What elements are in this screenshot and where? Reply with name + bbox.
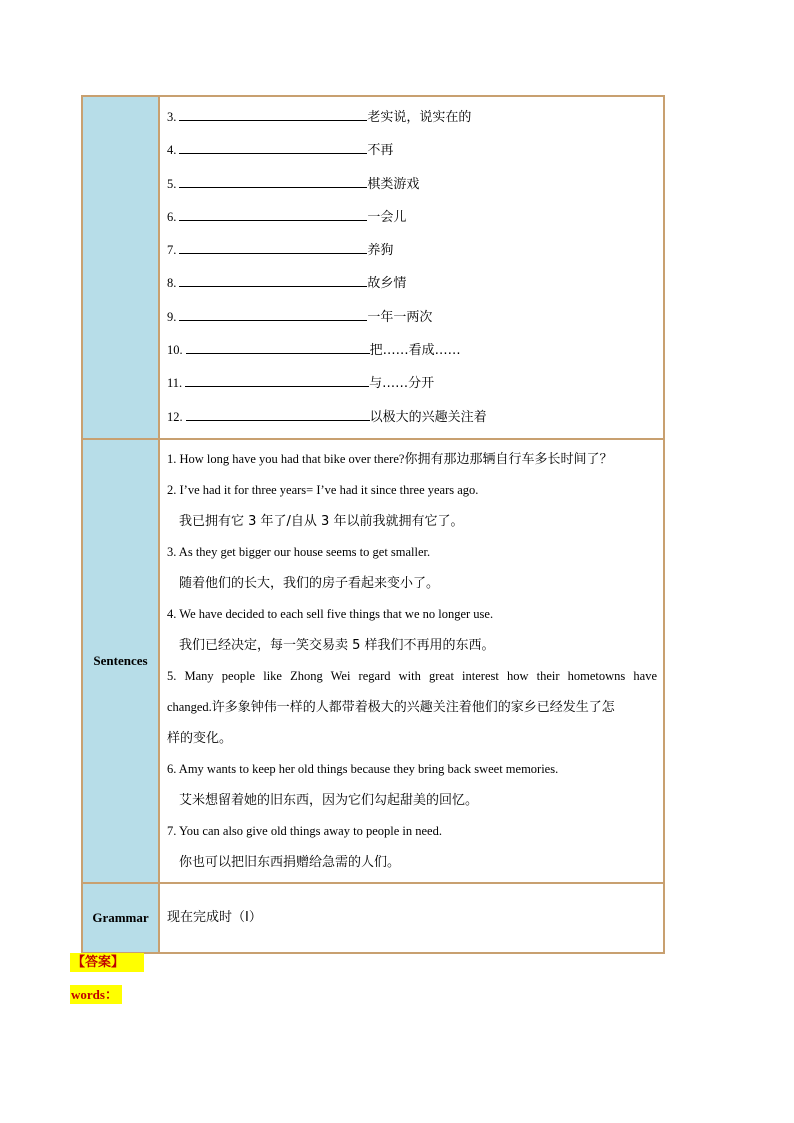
word-item: 3. 老实说，说实在的 — [167, 110, 472, 125]
word-item: 9. 一年一两次 — [167, 309, 433, 325]
sentence-5-cont: changed.许多象钟伟一样的人都带着极大的兴趣关注着他们的家乡已经发生了怎 — [167, 699, 615, 715]
answer-blank[interactable] — [185, 385, 369, 387]
word-item: 4. 不再 — [167, 143, 394, 159]
answer-blank[interactable] — [186, 352, 370, 354]
sentence-3-zh: 随着他们的长大，我们的房子看起来变小了。 — [179, 575, 440, 591]
sentence-2-en: 2. I’ve had it for three years= I’ve had it since three years ago. — [167, 482, 479, 497]
sentence-7-en: 7. You can also give old things away to people in need. — [167, 823, 442, 838]
sentence-6-zh: 艾米想留着她的旧东西，因为它们勾起甜美的回忆。 — [179, 792, 479, 808]
answer-blank[interactable] — [179, 119, 367, 121]
answer-blank[interactable] — [186, 419, 370, 421]
sentence-2-zh: 我已拥有它 3 年了/自从 3 年以前我就拥有它了。 — [179, 513, 464, 529]
sentences-content-cell — [159, 439, 664, 883]
sentence-5-zh-end: 样的变化。 — [167, 730, 233, 746]
answer-blank[interactable] — [179, 252, 367, 254]
sentences-row — [82, 439, 664, 883]
words-content-cell — [159, 96, 664, 439]
answer-blank[interactable] — [179, 152, 367, 154]
words-label-cell — [82, 96, 159, 439]
word-item: 11. 与……分开 — [167, 376, 435, 392]
sentence-4-en: 4. We have decided to each sell five things that we no longer use. — [167, 606, 494, 621]
words-heading: words： — [70, 985, 122, 1004]
sentence-5-en: 5. Many people like Zhong Wei regard with great interest how their hometowns have — [167, 668, 657, 683]
grammar-text: 现在完成时（Ⅰ） — [167, 909, 262, 925]
word-item: 12. 以极大的兴趣关注着 — [167, 409, 487, 425]
grammar-row — [82, 883, 664, 953]
answer-blank[interactable] — [179, 219, 367, 221]
word-item: 5. 棋类游戏 — [167, 176, 420, 192]
answer-heading: 【答案】 — [70, 953, 144, 972]
word-item: 10. 把……看成…… — [167, 343, 461, 359]
sentence-1: 1. How long have you had that bike over there?你拥有那边那辆自行车多长时间了？ — [167, 451, 613, 467]
sentence-3-en: 3. As they get bigger our house seems to get smaller. — [167, 544, 431, 559]
grammar-content-cell — [159, 883, 664, 953]
study-table — [81, 95, 665, 954]
word-item: 7. 养狗 — [167, 243, 394, 259]
words-row — [82, 96, 664, 439]
answer-blank[interactable] — [179, 319, 367, 321]
word-item: 6. 一会儿 — [167, 209, 407, 225]
sentence-7-zh: 你也可以把旧东西捐赠给急需的人们。 — [179, 854, 401, 870]
sentences-label: Sentences — [82, 439, 159, 883]
word-item: 8. 故乡情 — [167, 276, 407, 292]
answer-blank[interactable] — [179, 186, 367, 188]
answer-blank[interactable] — [179, 285, 367, 287]
sentence-4-zh: 我们已经决定，每一笑交易卖 5 样我们不再用的东西。 — [179, 637, 495, 653]
grammar-label: Grammar — [82, 883, 159, 953]
sentence-6-en: 6. Amy wants to keep her old things because they bring back sweet memories. — [167, 761, 559, 776]
